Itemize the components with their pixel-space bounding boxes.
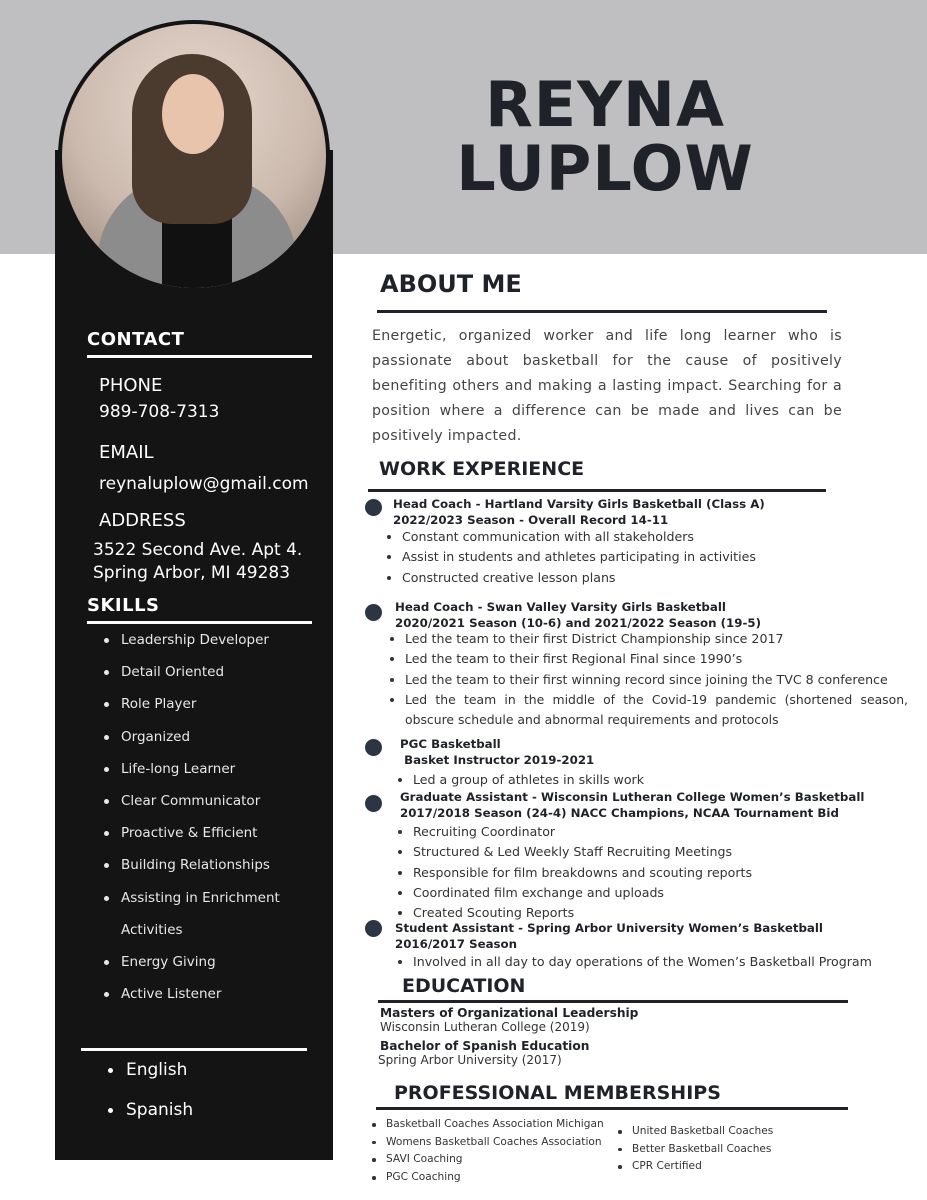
membership-item: Basketball Coaches Association Michigan [372,1116,604,1134]
address-label: ADDRESS [99,510,186,531]
membership-item: SAVI Coaching [372,1151,604,1169]
phone-value: 989-708-7313 [99,402,220,422]
job-subtitle: Basket Instructor 2019-2021 [400,753,595,767]
skill-item: Detail Oriented [104,662,324,694]
about-rule [377,310,827,313]
timeline-dot [365,739,382,756]
job-title: Head Coach - Swan Valley Varsity Girls Basketball [395,600,726,614]
email-value: reynaluplow@gmail.com [99,474,309,494]
skill-item: Proactive & Efficient [104,823,324,855]
contact-rule [87,355,312,358]
language-item: English [108,1058,193,1098]
work-heading: WORK EXPERIENCE [379,458,585,480]
membership-item: PGC Coaching [372,1169,604,1187]
languages-rule [81,1048,307,1051]
degree: Bachelor of Spanish Education [380,1039,590,1053]
school: Wisconsin Lutheran College (2019) [380,1020,590,1034]
skill-item: Role Player [104,694,324,726]
job-bullets [387,527,756,588]
about-heading: ABOUT ME [380,270,522,298]
job-title: Student Assistant - Spring Arbor University Women’s Basketball [395,921,823,935]
skill-item: Life-long Learner [104,759,324,791]
membership-item: Better Basketball Coaches [618,1141,773,1159]
memberships-heading: PROFESSIONAL MEMBERSHIPS [394,1082,721,1104]
job-title: Head Coach - Hartland Varsity Girls Basketball (Class A) [393,497,765,511]
job-bullet: Structured & Led Weekly Staff Recruiting Meetings [398,842,752,862]
skill-item: Clear Communicator [104,791,324,823]
job-subtitle: 2017/2018 Season (24-4) NACC Champions, NCAA Tournament Bid [400,806,839,820]
skills-rule [87,621,312,624]
education-heading: EDUCATION [402,975,526,997]
job-bullet: Constructed creative lesson plans [387,568,756,588]
address-line-2: Spring Arbor, MI 49283 [93,563,291,583]
name-first: REYNA [485,68,725,141]
phone-label: PHONE [99,375,163,396]
job-bullet: Responsible for film breakdowns and scouting reports [398,863,752,883]
email-label: EMAIL [99,442,154,463]
skill-item: Leadership Developer [104,630,324,662]
job-bullets [398,952,872,972]
membership-item: CPR Certified [618,1158,773,1176]
skill-item-continued: Activities [121,921,183,938]
languages-list [108,1058,193,1138]
profile-photo-frame [58,20,330,292]
education-rule [378,1000,848,1003]
job-bullet: Assist in students and athletes participating in activities [387,547,756,567]
timeline-dot [365,795,382,812]
degree: Masters of Organizational Leadership [380,1006,639,1020]
job-bullet: Led the team to their first District Championship since 2017 [390,629,908,649]
job-bullet: Created Scouting Reports [398,903,752,923]
timeline-dot [365,920,382,937]
timeline-dot [365,499,382,516]
timeline-dot [365,604,382,621]
skill-item: Building Relationships [104,855,324,887]
membership-item: United Basketball Coaches [618,1123,773,1141]
skills-list [104,630,324,1016]
profile-photo [62,24,326,288]
address-line-1: 3522 Second Ave. Apt 4. [93,540,303,560]
skill-item: Active Listener [104,984,324,1016]
job-subtitle: 2016/2017 Season [395,937,518,951]
photo-face [162,74,224,154]
job-bullet: Led a group of athletes in skills work [398,770,644,790]
name-last: LUPLOW [456,132,754,205]
memberships-list-left [372,1116,604,1187]
skill-item: Organized [104,727,324,759]
skill-item: Energy Giving [104,952,324,984]
school: Spring Arbor University (2017) [378,1053,562,1067]
job-bullet: Led the team to their first winning record since joining the TVC 8 conference [390,670,908,690]
job-bullets [398,770,644,790]
job-bullets [398,822,752,923]
job-bullet: Involved in all day to day operations of the Women’s Basketball Program [398,952,872,972]
language-item: Spanish [108,1098,193,1138]
job-bullet: Recruiting Coordinator [398,822,752,842]
job-title: Graduate Assistant - Wisconsin Lutheran College Women’s Basketball [400,790,865,804]
memberships-rule [376,1107,848,1110]
about-text: Energetic, organized worker and life long learner who is passionate about basketball for the cause of positively benefiting others and making a lasting impact. Searching for a position where a difference can be made and lives can be positively impacted. [372,328,842,444]
memberships-list-right [618,1123,773,1176]
job-bullet: Led the team to their first Regional Final since 1990’s [390,649,908,669]
job-bullets [390,629,908,730]
job-bullet: Led the team in the middle of the Covid-19 pandemic (shortened season, obscure schedule and abnormal requirements and protocols [390,690,908,731]
work-rule [368,489,826,492]
skills-heading: SKILLS [87,595,160,616]
contact-heading: CONTACT [87,329,185,350]
job-bullet: Constant communication with all stakeholders [387,527,756,547]
job-subtitle: 2020/2021 Season (10-6) and 2021/2022 Season (19-5) [395,616,761,630]
job-subtitle: 2022/2023 Season - Overall Record 14-11 [393,513,669,527]
membership-item: Womens Basketball Coaches Association [372,1134,604,1152]
job-title: PGC Basketball [400,737,501,751]
job-bullet: Coordinated film exchange and uploads [398,883,752,903]
skill-item: Assisting in Enrichment [104,888,324,920]
